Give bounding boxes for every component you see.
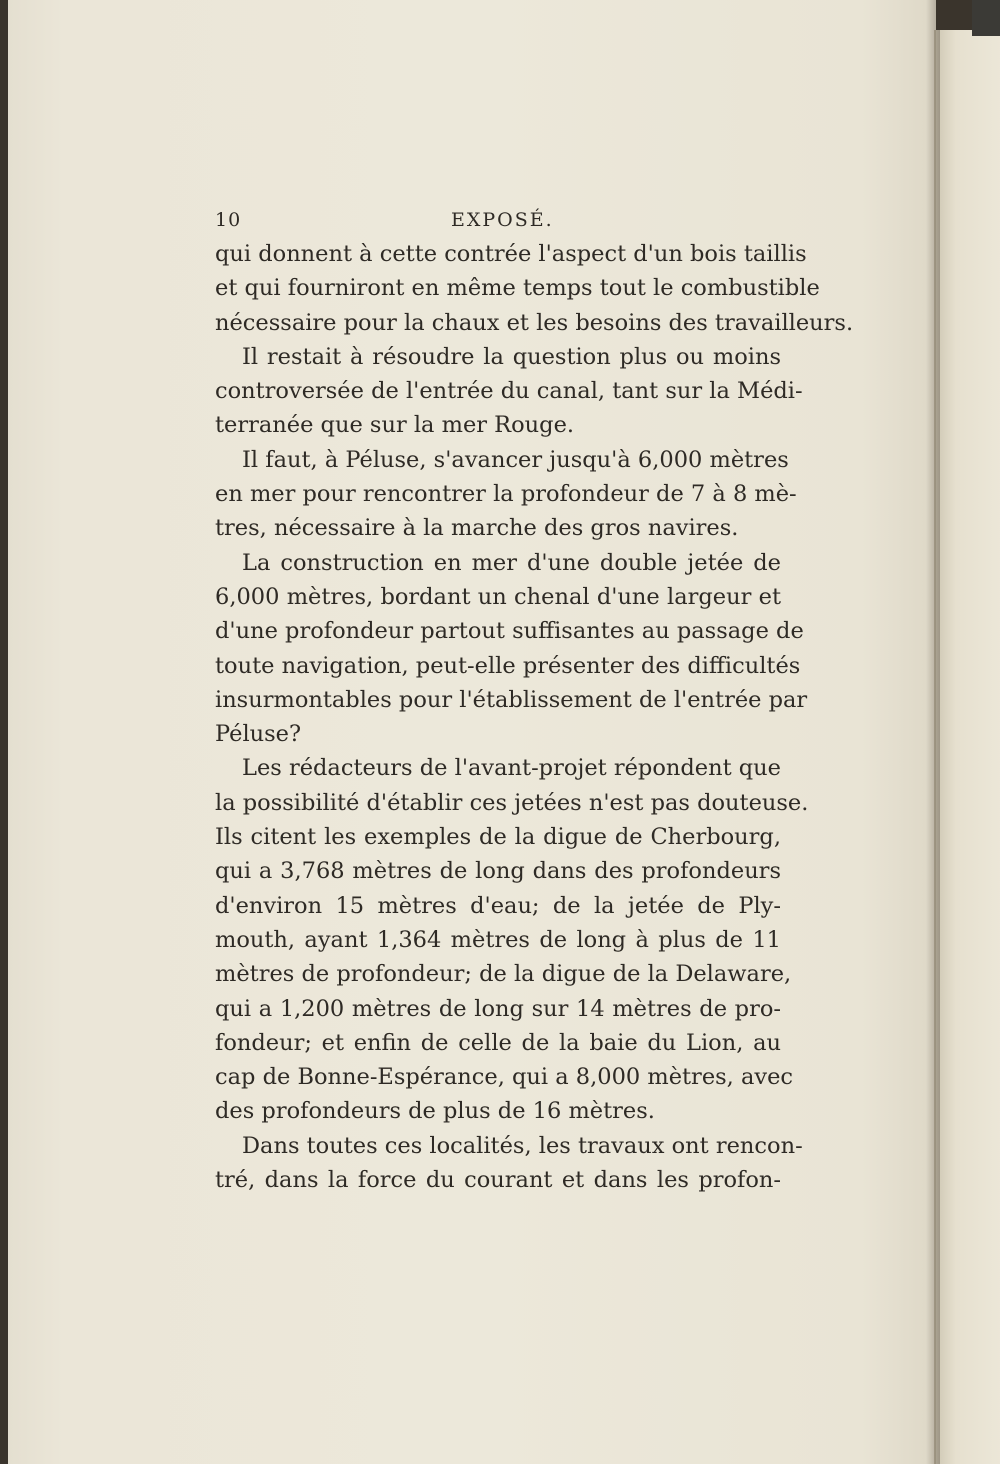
text-line: insurmontables pour l'établissement de l'entrée par xyxy=(215,686,808,713)
page-number: 10 xyxy=(215,209,242,231)
text-line: mouth, ayant 1,364 mètres de long à plus de 11 xyxy=(215,926,781,953)
text-line: toute navigation, peut-elle présenter des difficultés xyxy=(215,652,801,679)
text-line: tré, dans la force du courant et dans les profon- xyxy=(215,1167,781,1194)
text-line: d'une profondeur partout suffisantes au passage de xyxy=(215,618,804,645)
text-line: tres, nécessaire à la marche des gros navires. xyxy=(215,515,739,542)
text-line: Ils citent les exemples de la digue de Cherbourg, xyxy=(215,824,781,851)
running-title: EXPOSÉ. xyxy=(451,209,554,231)
gutter-shadow xyxy=(926,0,940,1464)
text-line: des profondeurs de plus de 16 mètres. xyxy=(215,1098,655,1125)
cover-edge xyxy=(972,0,1000,36)
running-header xyxy=(215,203,781,237)
text-line: controversée de l'entrée du canal, tant sur la Médi- xyxy=(215,378,803,405)
text-line: qui a 3,768 mètres de long dans des profondeurs xyxy=(215,858,781,885)
text-line: 6,000 mètres, bordant un chenal d'une largeur et xyxy=(215,583,781,610)
text-line: nécessaire pour la chaux et les besoins des travailleurs. xyxy=(215,309,854,336)
text-line: mètres de profondeur; de la digue de la Delaware, xyxy=(215,961,792,988)
text-line: et qui fourniront en même temps tout le combustible xyxy=(215,275,820,302)
text-line: Dans toutes ces localités, les travaux ont rencon- xyxy=(242,1132,803,1159)
text-line: Il faut, à Péluse, s'avancer jusqu'à 6,000 mètres xyxy=(242,446,789,473)
text-line: d'environ 15 mètres d'eau; de la jetée de Ply- xyxy=(215,892,781,919)
text-line: qui donnent à cette contrée l'aspect d'un bois taillis xyxy=(215,241,807,267)
text-line: en mer pour rencontrer la profondeur de 7 à 8 mè- xyxy=(215,481,797,508)
text-line: Péluse? xyxy=(215,721,302,748)
page-text xyxy=(215,203,854,1197)
facing-page-edge xyxy=(934,30,1000,1464)
text-line: La construction en mer d'une double jetée de xyxy=(242,549,781,576)
text-line: qui a 1,200 mètres de long sur 14 mètres de pro- xyxy=(215,995,781,1022)
text-line: fondeur; et enfin de celle de la baie du Lion, au xyxy=(215,1029,781,1056)
text-line: terranée que sur la mer Rouge. xyxy=(215,412,575,439)
text-line: Les rédacteurs de l'avant-projet répondent que xyxy=(242,755,781,782)
text-line: cap de Bonne-Espérance, qui a 8,000 mètres, avec xyxy=(215,1064,794,1091)
text-line: la possibilité d'établir ces jetées n'est pas douteuse. xyxy=(215,789,809,816)
text-line: Il restait à résoudre la question plus ou moins xyxy=(242,343,781,370)
